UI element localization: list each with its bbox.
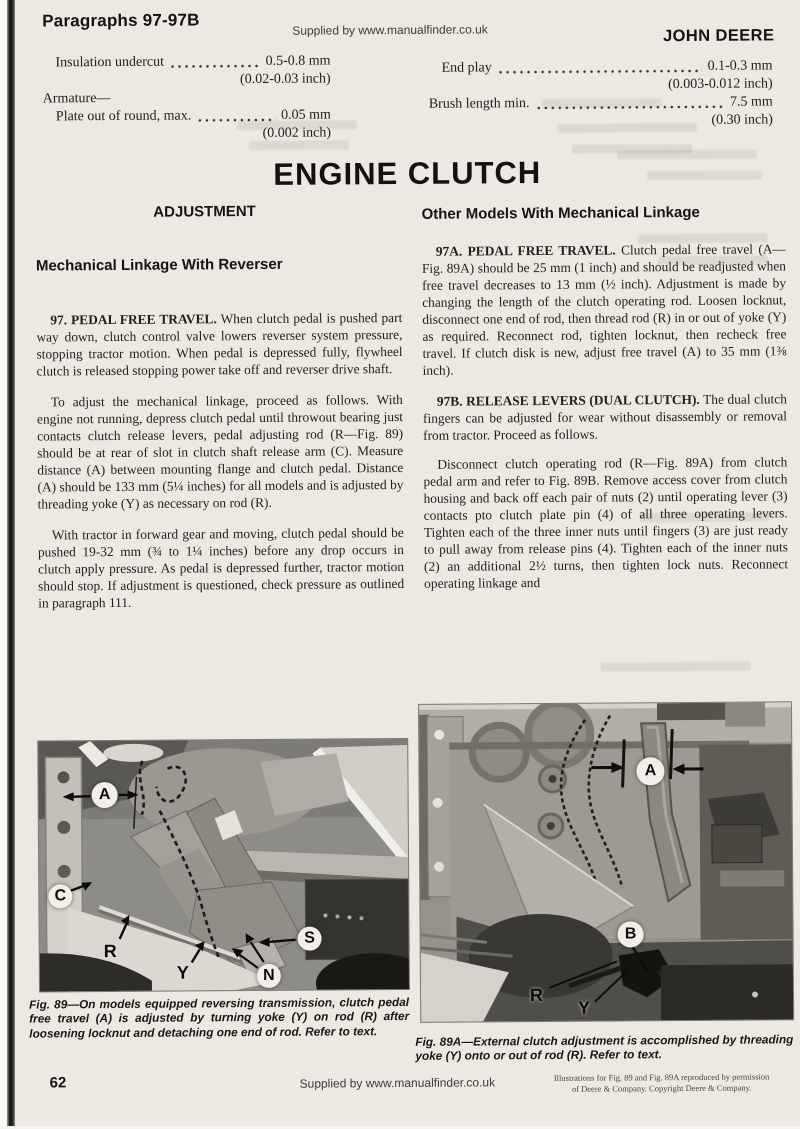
adjustment-heading: ADJUSTMENT: [35, 202, 373, 221]
dot-leader: [499, 69, 703, 74]
permission-line-1: Illustrations for Fig. 89 and Fig. 89A reproduced by permission: [536, 1071, 788, 1084]
spec-table-right: [428, 57, 776, 131]
fig-89-caption: Fig. 89—On models equipped reversing transmission, clutch pedal free travel (A) is adjusted by turning yoke (Y) on rod (R) after loosening locknut and detaching one end of rod. Refer to text.: [29, 995, 409, 1041]
fig-89a-illustration: [419, 702, 793, 1022]
spec-value: 7.5 mm: [730, 93, 777, 111]
spec-label: Brush length min.: [429, 95, 530, 114]
callout-r: R: [104, 941, 117, 962]
paragraph-97a-body: Clutch pedal free travel (A—Fig. 89A) should be 25 mm (1 inch) and should be readjusted when free travel decreases to 13 mm (½ inch). Adjustment is made by changing the length of the clutch operating rod. Loosen locknut, disconnect one end of rod, then thread rod (R) in or out of yoke (Y) as required. Reconnect rod, tighten locknut, then recheck free travel. If clutch disk is new, adjust free travel (A) to 35 mm (1⅜ inch).: [422, 241, 787, 378]
paragraph-97-check: With tractor in forward gear and moving, clutch pedal should be pushed 19-32 mm (¾ to 1¼ inches) before any drop occurs in clutch apply pressure. As pedal is depressed further, tractor motion should stop. If adjustment is questioned, check pressure as outlined in paragraph 111.: [38, 524, 405, 612]
paragraph-97b-procedure: Disconnect clutch operating rod (R—Fig. 89A) from clutch pedal arm and refer to Fig. 89B. Remove access cover from clutch housing and back off each pair of nuts (2) until operating lever (3) contacts pto clutch plate pin (4) of all three operating levers. Tighten each of the three inner nuts until fingers (3) are just ready to pull away from release pins (4). Tighten each of the inner nuts (2) an additional 2½ turns, then tighten lock nuts. Reconnect operating linkage and: [423, 453, 788, 592]
callout-b: B: [618, 921, 644, 947]
spec-value-secondary: (0.30 inch): [429, 111, 777, 131]
callout-r: R: [530, 985, 543, 1006]
spec-value: 0.5-0.8 mm: [265, 52, 334, 70]
paragraph-97-lead: 97. PEDAL FREE TRAVEL.: [50, 311, 217, 327]
page-number: 62: [50, 1074, 67, 1091]
dot-leader: [171, 64, 261, 69]
paragraph-97a-lead: 97A. PEDAL FREE TRAVEL.: [436, 242, 616, 258]
callout-y: Y: [578, 998, 590, 1019]
dot-leader: [198, 118, 276, 123]
spec-group-label: Armature—: [43, 88, 335, 108]
mechanical-linkage-reverser-heading: Mechanical Linkage With Reverser: [36, 255, 402, 275]
fig-89-photo: [38, 739, 409, 992]
spec-label: End play: [428, 59, 491, 77]
section-title: ENGINE CLUTCH: [87, 154, 727, 194]
permission-notice: [536, 1071, 788, 1095]
callout-a: A: [92, 782, 118, 808]
left-column: [35, 202, 404, 626]
fig-89a-photo: [419, 702, 793, 1022]
permission-line-2: of Deere & Company. Copyright Deere & Company.: [536, 1082, 788, 1095]
paragraph-range-label: Paragraphs 97-97B: [42, 10, 200, 31]
spec-value-secondary: (0.02-0.03 inch): [43, 70, 335, 90]
spec-value-secondary: (0.003-0.012 inch): [429, 75, 777, 95]
paragraph-97-body: When clutch pedal is pushed part way down, clutch control valve lowers reverser system pressure, stopping tractor motion. When pedal is depressed fully, flywheel clutch is released stopping power take off and reverser drive shaft.: [36, 310, 402, 379]
supplied-by-watermark-top: Supplied by www.manualfinder.co.uk: [292, 22, 488, 37]
spec-row: [42, 52, 334, 72]
callout-s: S: [298, 927, 322, 951]
spec-table-left: [42, 52, 335, 144]
fig-89-illustration: [38, 739, 409, 992]
paragraph-97a: [422, 240, 787, 379]
spec-label: Plate out of round, max.: [43, 107, 191, 126]
paragraph-97: [36, 309, 402, 380]
callout-n: N: [257, 964, 281, 988]
paragraph-97b-lead: 97B. RELEASE LEVERS (DUAL CLUTCH).: [437, 392, 700, 409]
supplied-by-watermark-bottom: Supplied by www.manualfinder.co.uk: [300, 1075, 496, 1090]
paragraph-97b-body: The dual clutch fingers can be adjusted for wear without disassembly or removal from tractor. Proceed as follows.: [423, 391, 787, 443]
brand-name: JOHN DEERE: [663, 26, 774, 46]
spec-label: Insulation undercut: [42, 54, 164, 73]
callout-c: C: [48, 884, 72, 908]
bleed-through-artifact: [601, 662, 751, 672]
other-models-heading: Other Models With Mechanical Linkage: [422, 203, 786, 223]
paragraph-97-adjust: To adjust the mechanical linkage, proceed as follows. With engine not running, depress clutch pedal until throwout bearing just contacts clutch release levers, pedal adjusting rod (R—Fig. 89) should be at rear of slot in clutch shaft release arm (C). Measure distance (A) between mounting flange and clutch pedal. Distance (A) should be 133 mm (5¼ inches) for all models and is adjusted by threading yoke (Y) as necessary on rod (R).: [37, 391, 404, 513]
dot-leader: [537, 105, 726, 110]
spec-value: 0.1-0.3 mm: [708, 57, 777, 75]
fig-89a-caption: Fig. 89A—External clutch adjustment is accomplished by threading yoke (Y) onto or out of rod (R). Refer to text.: [415, 1032, 793, 1063]
spec-row: [43, 106, 335, 126]
paragraph-97b: [423, 390, 787, 444]
callout-y: Y: [177, 962, 189, 983]
spec-value: 0.05 mm: [281, 106, 335, 124]
right-column: [422, 203, 789, 606]
callout-a: A: [636, 757, 664, 785]
spec-value-secondary: (0.002 inch): [43, 124, 335, 144]
